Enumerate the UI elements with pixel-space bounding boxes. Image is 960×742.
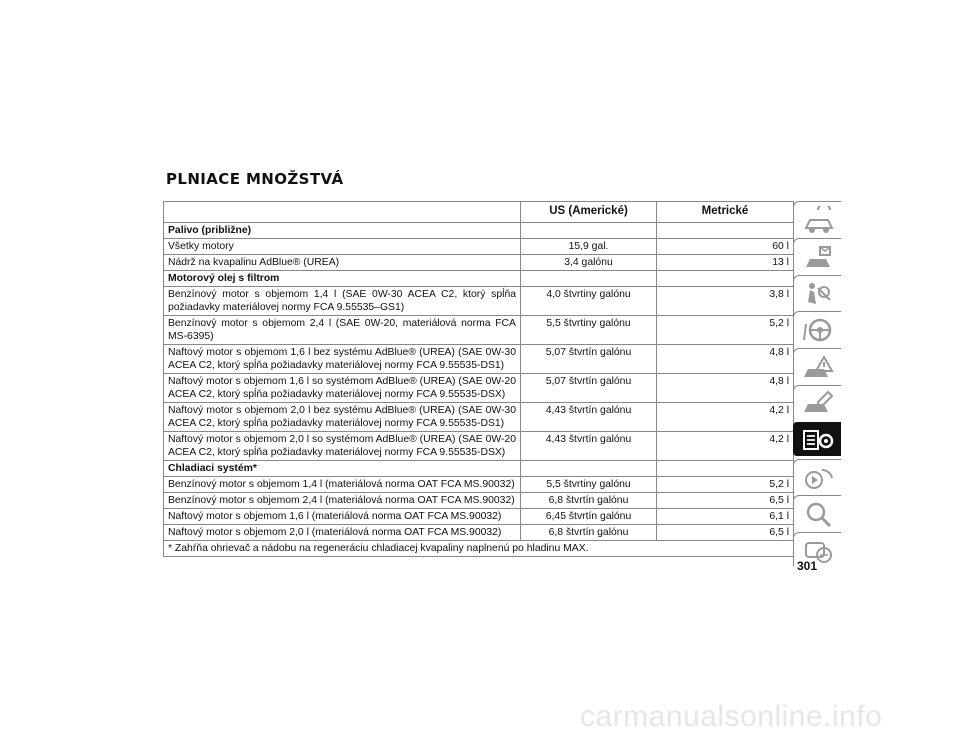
table-row xyxy=(164,493,794,509)
row-description: Benzínový motor s objemom 1,4 l (materiálová norma OAT FCA MS.90032) xyxy=(164,477,521,493)
search-index-icon xyxy=(802,500,836,528)
row-us-value: 6,8 štvrtín galónu xyxy=(521,525,657,541)
chapter-tab-multimedia[interactable] xyxy=(793,459,841,493)
safety-airbag-icon xyxy=(802,280,836,308)
table-row xyxy=(164,374,794,403)
row-metric-value: 6,5 l xyxy=(657,525,794,541)
car-warning-icon xyxy=(802,353,836,381)
specifications-gear-icon xyxy=(802,427,836,455)
row-metric-value: 5,2 l xyxy=(657,316,794,345)
row-us-value: 5,07 štvrtín galónu xyxy=(521,345,657,374)
chapter-tab-car-warning[interactable] xyxy=(793,348,841,382)
row-description: Benzínový motor s objemom 2,4 l (materiálová norma OAT FCA MS.90032) xyxy=(164,493,521,509)
table-row xyxy=(164,403,794,432)
row-description: Naftový motor s objemom 2,0 l (materiálová norma OAT FCA MS.90032) xyxy=(164,525,521,541)
footnote: * Zahŕňa ohrievač a nádobu na regeneráciu chladiacej kvapaliny naplnenú po hladinu MAX. xyxy=(164,541,794,557)
row-us-value: 5,5 štvrtiny galónu xyxy=(521,316,657,345)
page-number: 301 xyxy=(797,559,818,573)
row-us-value: 6,8 štvrtín galónu xyxy=(521,493,657,509)
table-row xyxy=(164,239,794,255)
multimedia-icon xyxy=(802,464,836,492)
table-row xyxy=(164,477,794,493)
row-metric-value: 4,2 l xyxy=(657,403,794,432)
footnote-row xyxy=(164,541,794,557)
row-description: Naftový motor s objemom 1,6 l so systémom AdBlue® (UREA) (SAE 0W-20 ACEA C2, ktorý spĺňa požiadavky materiálovej normy FCA 9.55535-DSX) xyxy=(164,374,521,403)
chapter-tabs xyxy=(793,201,841,569)
fluid-capacities-table xyxy=(163,201,794,557)
section-row xyxy=(164,271,794,287)
row-us-value: 4,0 štvrtiny galónu xyxy=(521,287,657,316)
row-us-value: 3,4 galónu xyxy=(521,255,657,271)
chapter-tab-search-index[interactable] xyxy=(793,495,841,529)
section-row xyxy=(164,461,794,477)
row-metric-value: 4,8 l xyxy=(657,374,794,403)
row-description: Naftový motor s objemom 2,0 l so systémom AdBlue® (UREA) (SAE 0W-20 ACEA C2, ktorý spĺňa požiadavky materiálovej normy FCA 9.55535-DSX) xyxy=(164,432,521,461)
row-us-value: 4,43 štvrtín galónu xyxy=(521,403,657,432)
row-metric-value: 60 l xyxy=(657,239,794,255)
table-row xyxy=(164,525,794,541)
car-info-icon xyxy=(802,243,836,271)
chapter-tab-car-info[interactable] xyxy=(793,238,841,272)
row-description: Nádrž na kvapalinu AdBlue® (UREA) xyxy=(164,255,521,271)
row-description: Naftový motor s objemom 2,0 l bez systému AdBlue® (UREA) (SAE 0W-30 ACEA C2, ktorý spĺňa požiadavky materiálovej normy FCA 9.55535-DS1) xyxy=(164,403,521,432)
header-metric: Metrické xyxy=(657,202,794,223)
section-row xyxy=(164,223,794,239)
row-us-value: 5,5 štvrtiny galónu xyxy=(521,477,657,493)
table-row xyxy=(164,509,794,525)
car-service-icon xyxy=(802,390,836,418)
row-metric-value: 4,2 l xyxy=(657,432,794,461)
section-title: Palivo (približne) xyxy=(164,223,521,239)
header-us: US (Americké) xyxy=(521,202,657,223)
page-title: PLNIACE MNOŽSTVÁ xyxy=(166,170,344,188)
table-row xyxy=(164,255,794,271)
table-row xyxy=(164,345,794,374)
section-title: Motorový olej s filtrom xyxy=(164,271,521,287)
chapter-tab-steering-wheel[interactable] xyxy=(793,311,841,345)
row-metric-value: 3,8 l xyxy=(657,287,794,316)
table-row xyxy=(164,287,794,316)
row-metric-value: 6,1 l xyxy=(657,509,794,525)
row-metric-value: 13 l xyxy=(657,255,794,271)
row-metric-value: 6,5 l xyxy=(657,493,794,509)
section-title: Chladiaci systém* xyxy=(164,461,521,477)
row-us-value: 6,45 štvrtín galónu xyxy=(521,509,657,525)
row-us-value: 5,07 štvrtín galónu xyxy=(521,374,657,403)
row-description: Všetky motory xyxy=(164,239,521,255)
row-description: Naftový motor s objemom 1,6 l bez systému AdBlue® (UREA) (SAE 0W-30 ACEA C2, ktorý spĺňa požiadavky materiálovej normy FCA 9.55535-DS1) xyxy=(164,345,521,374)
row-us-value: 15,9 gal. xyxy=(521,239,657,255)
table-row xyxy=(164,316,794,345)
car-dashboard-icon xyxy=(802,206,836,234)
chapter-tab-specifications-gear[interactable] xyxy=(793,422,841,456)
table-header-row xyxy=(164,202,794,223)
table-row xyxy=(164,432,794,461)
row-us-value: 4,43 štvrtín galónu xyxy=(521,432,657,461)
chapter-tab-car-dashboard[interactable] xyxy=(793,201,841,235)
chapter-tab-safety-airbag[interactable] xyxy=(793,275,841,309)
row-description: Benzínový motor s objemom 1,4 l (SAE 0W-30 ACEA C2, ktorý spĺňa požiadavky materiálovej normy FCA 9.55535–GS1) xyxy=(164,287,521,316)
chapter-tab-car-service[interactable] xyxy=(793,385,841,419)
row-metric-value: 4,8 l xyxy=(657,345,794,374)
row-description: Naftový motor s objemom 1,6 l (materiálová norma OAT FCA MS.90032) xyxy=(164,509,521,525)
header-description xyxy=(164,202,521,223)
steering-wheel-icon xyxy=(802,316,836,344)
watermark: carmanualsonline.info xyxy=(580,700,883,733)
row-description: Benzínový motor s objemom 2,4 l (SAE 0W-20, materiálová norma FCA MS-6395) xyxy=(164,316,521,345)
row-metric-value: 5,2 l xyxy=(657,477,794,493)
